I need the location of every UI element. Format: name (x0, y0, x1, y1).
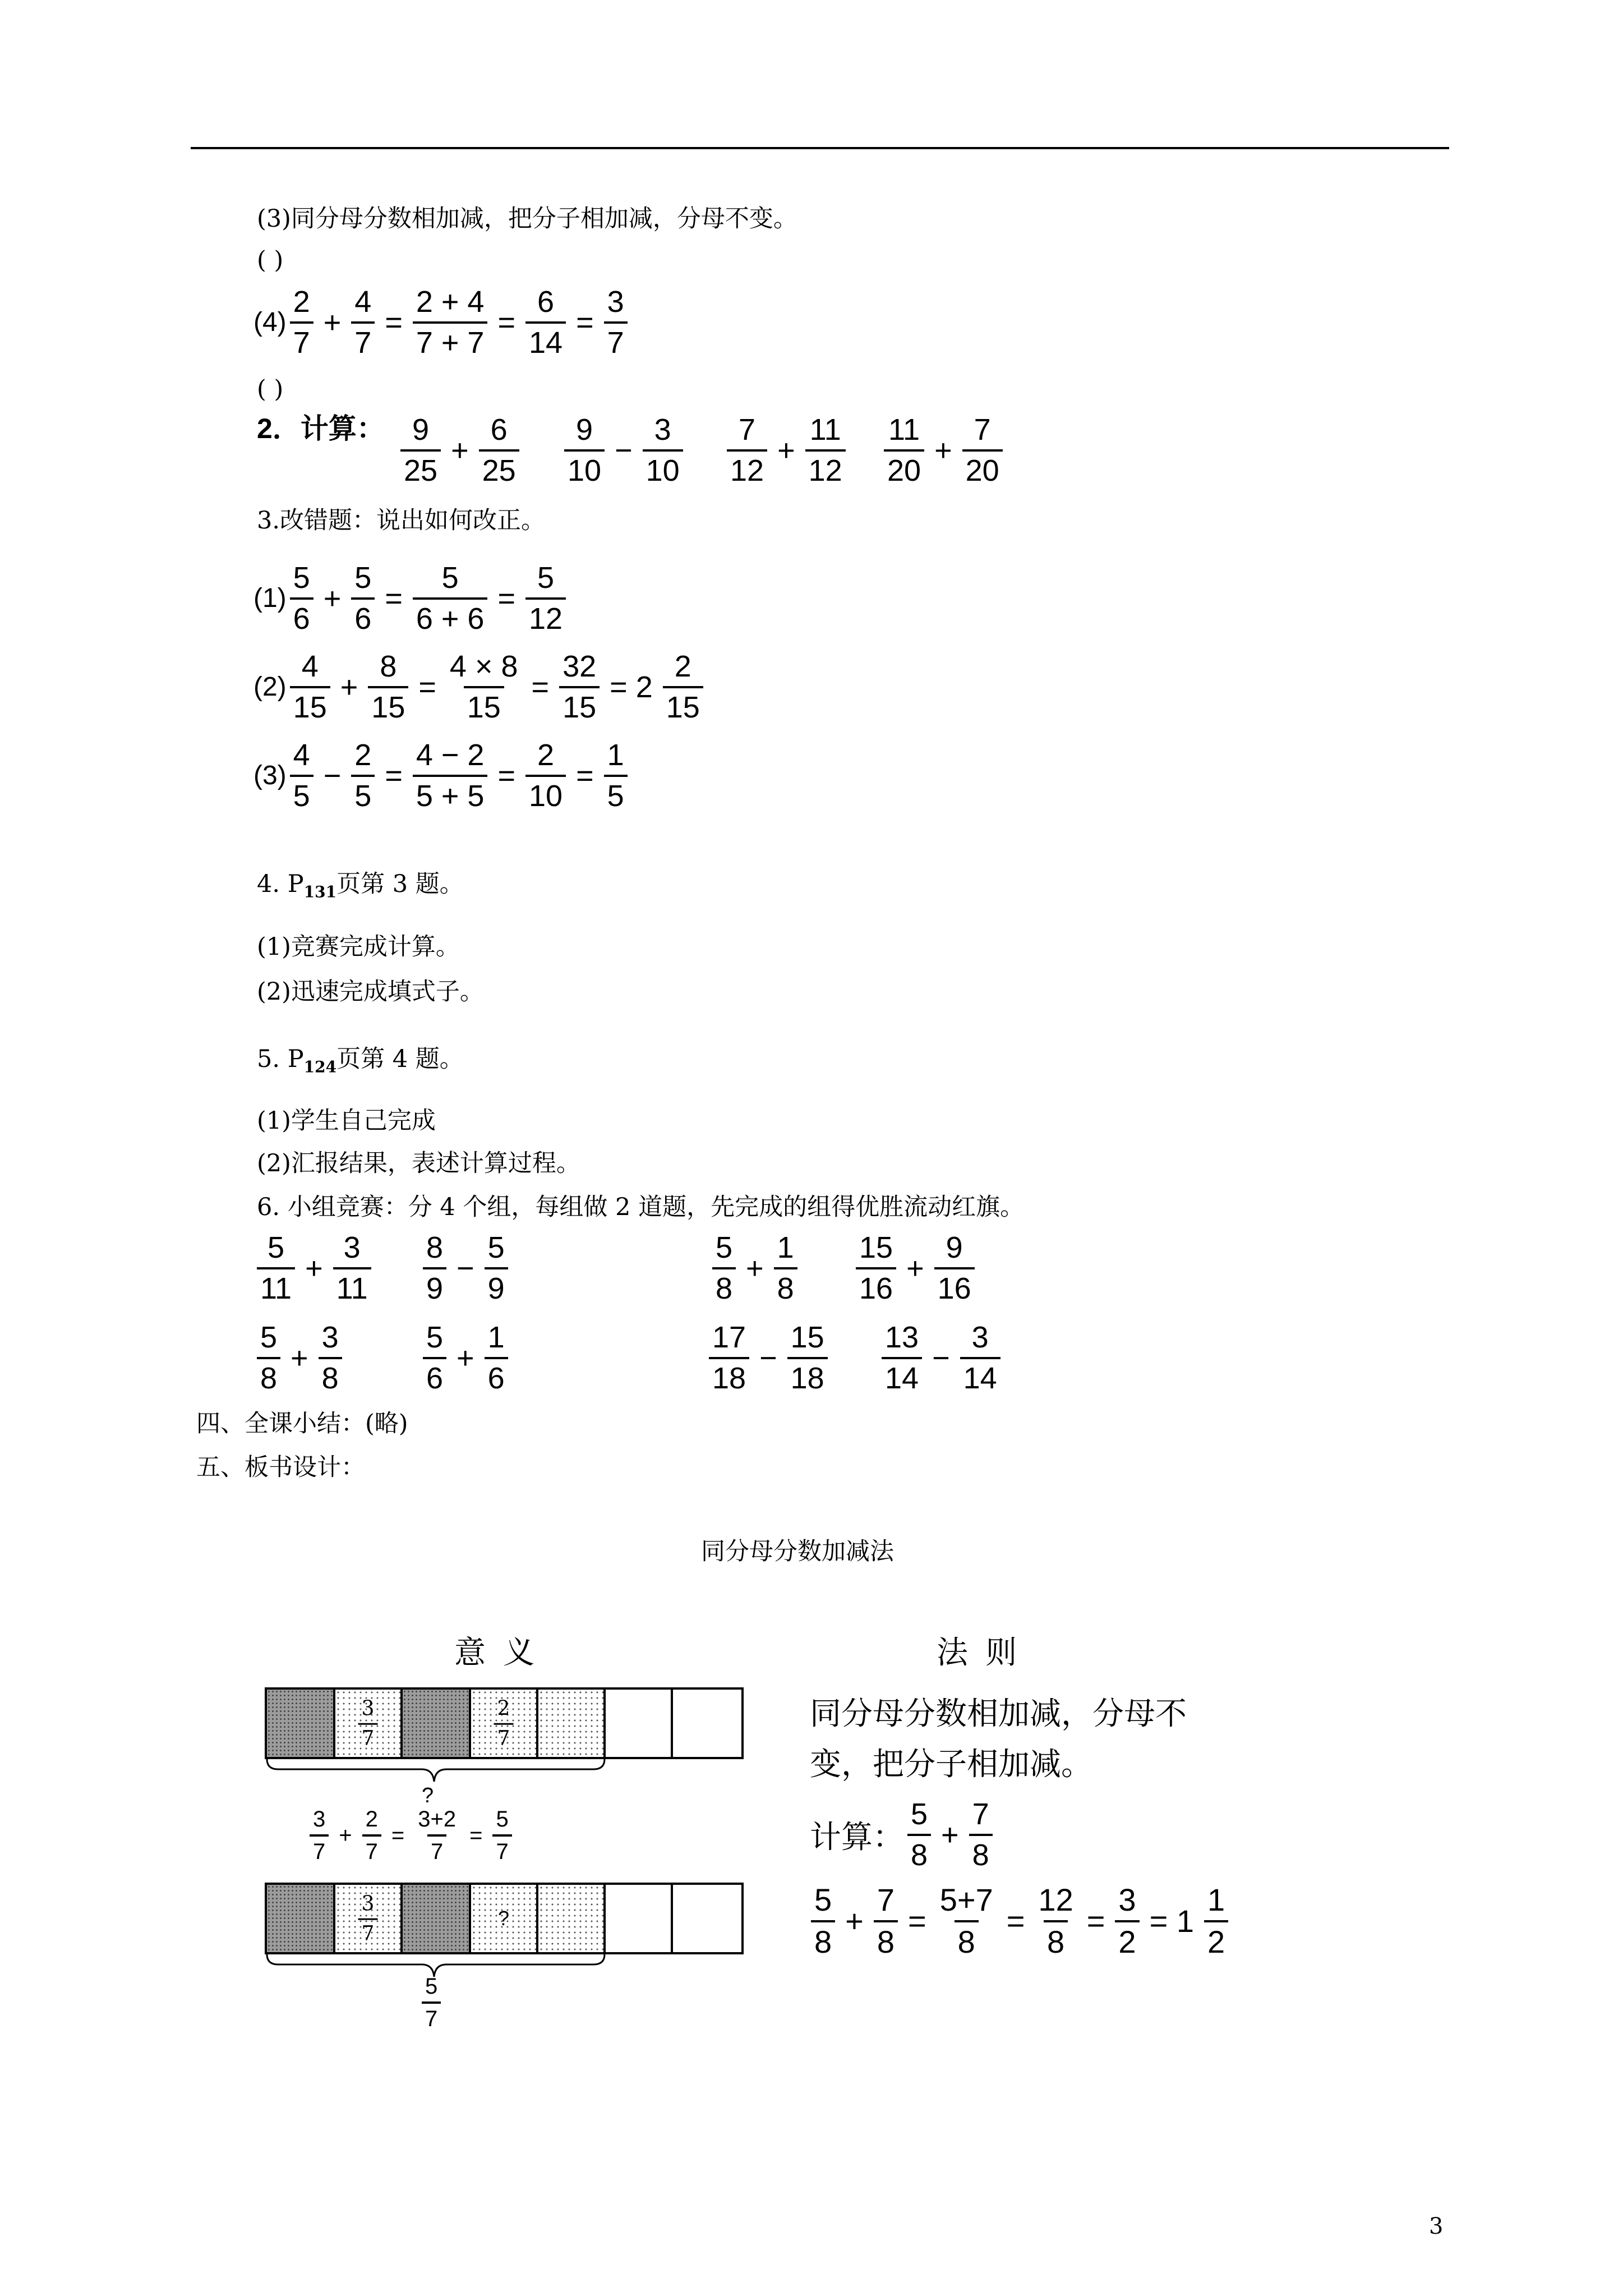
denominator: 6 (290, 597, 313, 635)
bar1-question-mark: ? (422, 1784, 434, 1807)
denominator: 6 + 6 (413, 597, 488, 635)
operator: = (576, 305, 594, 339)
q6-expr-8 (878, 1322, 1004, 1394)
fraction (712, 1232, 736, 1304)
operator: = (391, 1823, 405, 1848)
q6-expr-4 (852, 1232, 978, 1304)
q3-item-1-label: (1) (253, 583, 287, 613)
numerator: 15 (859, 1231, 893, 1264)
fraction (1115, 1884, 1139, 1959)
section-4-summary: 四、全课小结：(略) (196, 1410, 408, 1438)
denominator: 8 (874, 1920, 898, 1959)
denominator: 5 (604, 775, 628, 812)
q4-sub-2: (2)迅速完成填式子。 (257, 978, 484, 1006)
calc-expression (904, 1798, 996, 1871)
calc-solution (808, 1884, 1232, 1959)
denominator: 7 (310, 1834, 329, 1864)
operator: + (777, 433, 795, 467)
fraction (423, 1232, 446, 1304)
fraction (479, 414, 519, 486)
q5-prefix: 5. P (257, 1045, 304, 1073)
numerator: 2 (354, 738, 372, 772)
numerator: 2 (293, 285, 310, 319)
page-number: 3 (1429, 2214, 1444, 2239)
rule-heading: 法 则 (937, 1635, 1017, 1670)
operator: = 2 (610, 670, 653, 704)
operator: + (845, 1903, 864, 1939)
numerator: 3 (971, 1320, 989, 1354)
fraction (663, 651, 703, 723)
denominator: 7 (492, 1834, 511, 1864)
q2-expr-4 (880, 414, 1006, 486)
bar2-seg-6 (606, 1885, 673, 1952)
operator: + (340, 670, 358, 704)
q3-item-3-label: (3) (253, 760, 287, 790)
numerator: 7 (972, 1797, 989, 1831)
fraction (882, 1322, 922, 1394)
bar1-seg-3 (403, 1690, 471, 1757)
section-5-board-design: 五、板书设计： (196, 1453, 365, 1481)
calc-label: 计算： (810, 1819, 904, 1855)
denominator: 6 (351, 597, 375, 635)
numerator: 1 (1207, 1882, 1225, 1917)
answer-blank-a: ( ) (257, 246, 284, 274)
numerator: 6 (490, 413, 508, 447)
denominator: 9 (485, 1267, 508, 1305)
operator: = (469, 1823, 483, 1848)
operator: + (305, 1251, 323, 1285)
fraction (805, 414, 846, 486)
denominator: 16 (856, 1267, 896, 1305)
numerator: 5 (716, 1231, 733, 1264)
numerator: 2 (537, 738, 555, 772)
bar2-seg-7 (673, 1885, 737, 1952)
denominator: 7 (290, 321, 313, 359)
numerator: 1 (777, 1231, 794, 1264)
operator: − (932, 1341, 950, 1375)
fraction (604, 286, 628, 358)
operator: − (323, 758, 342, 793)
numerator: 5 (814, 1882, 832, 1917)
denominator: 18 (709, 1357, 749, 1395)
q3-item-2-expression (287, 651, 707, 723)
fraction (907, 1798, 931, 1871)
numerator: 4 − 2 (416, 738, 485, 772)
operator: + (323, 581, 342, 615)
denominator: 7 + 7 (413, 321, 488, 359)
q6-expr-3 (709, 1232, 801, 1304)
fraction (485, 1232, 508, 1304)
fraction (257, 1232, 295, 1304)
fraction (492, 1807, 511, 1864)
numerator: 8 (426, 1231, 444, 1264)
q6-expr-1 (253, 1232, 375, 1304)
denominator: 14 (960, 1357, 1000, 1395)
denominator: 8 (969, 1834, 993, 1871)
bar2-label-3-7: $\frac{3}{7}$ (355, 1893, 381, 1945)
q2-expr-2 (561, 414, 686, 486)
numerator: 17 (712, 1320, 746, 1354)
numerator: 7 (974, 413, 991, 447)
fraction (1035, 1884, 1076, 1959)
numerator: 5 (260, 1320, 278, 1354)
bar2-seg-4 (471, 1885, 538, 1952)
q5-page-subscript: 124 (303, 1057, 337, 1076)
q5-suffix: 页第 4 题。 (336, 1045, 464, 1073)
denominator: 8 (1044, 1920, 1068, 1959)
numerator: 4 (301, 650, 319, 683)
denominator: 8 (811, 1920, 835, 1959)
question-2-label: 2．计算： (257, 413, 385, 444)
numerator: 1 (487, 1320, 505, 1354)
operator: = (497, 305, 516, 339)
numerator: 9 (412, 413, 430, 447)
fraction (564, 414, 605, 486)
q2-expr-3 (723, 414, 849, 486)
numerator: 8 (380, 650, 397, 683)
denominator: 20 (884, 449, 924, 487)
denominator: 8 (712, 1267, 736, 1305)
operator: + (941, 1818, 959, 1852)
fraction (290, 739, 313, 812)
fraction (368, 651, 408, 723)
numerator: 5 (487, 1231, 505, 1264)
fraction (811, 1884, 835, 1959)
denominator: 8 (907, 1834, 931, 1871)
fraction (485, 1322, 508, 1394)
meaning-equation (306, 1807, 515, 1864)
operator: + (291, 1341, 308, 1375)
fraction (333, 1232, 371, 1304)
item-3: (3)同分母分数相加减，把分子相加减，分母不变。 (257, 205, 797, 233)
fraction (413, 739, 488, 812)
numerator: 3+2 (418, 1807, 457, 1832)
q6-expr-7 (706, 1322, 831, 1394)
board-title: 同分母分数加减法 (701, 1538, 894, 1566)
denominator: 7 (351, 321, 375, 359)
question-5 (257, 1043, 464, 1083)
rule-line-1: 同分母分数相加减，分母不 (810, 1696, 1187, 1731)
fraction (351, 562, 375, 634)
operator: = (576, 758, 594, 793)
denominator: 8 (955, 1920, 979, 1959)
denominator: 6 (485, 1357, 508, 1395)
numerator: 5 (293, 561, 310, 595)
bar2-seg-1 (267, 1885, 335, 1952)
fraction (413, 562, 488, 634)
rule-line-2: 变，把分子相加减。 (810, 1746, 1092, 1782)
denominator: 9 (423, 1267, 446, 1305)
operator: = (497, 758, 516, 793)
q4-page-subscript: 131 (303, 882, 337, 901)
operator: + (339, 1823, 352, 1848)
denominator: 18 (787, 1357, 828, 1395)
fraction (351, 739, 375, 812)
fraction (400, 414, 441, 486)
fraction (709, 1322, 749, 1394)
rule-text (810, 1688, 1187, 1789)
operator: − (615, 433, 633, 467)
fraction (290, 562, 313, 634)
numerator: 5 (426, 1320, 444, 1354)
q4-suffix: 页第 3 题。 (336, 870, 464, 898)
q5-sub-1: (1)学生自己完成 (257, 1107, 436, 1135)
numerator: 5 (441, 561, 459, 595)
denominator: 12 (805, 449, 846, 487)
operator: = (1006, 1903, 1025, 1939)
denominator: 14 (882, 1357, 922, 1395)
numerator: 2 (365, 1807, 378, 1832)
header-rule (191, 147, 1449, 149)
numerator: 9 (576, 413, 593, 447)
numerator: 2 (674, 650, 691, 683)
q6-expr-6 (419, 1322, 511, 1394)
bar2-result-fraction: $\frac{5}{7}$ (418, 1975, 444, 2031)
bar2-seg-5 (538, 1885, 606, 1952)
fraction (446, 651, 522, 723)
q3-item-1 (253, 562, 569, 634)
question-6-title: 6. 小组竞赛：分 4 个组，每组做 2 道题，先完成的组得优胜流动红旗。 (257, 1193, 1025, 1221)
denominator: 15 (290, 686, 330, 724)
fraction (525, 739, 566, 812)
numerator: 9 (946, 1231, 963, 1264)
bar1-seg-7 (673, 1690, 737, 1757)
item-4-equation (253, 286, 631, 358)
fraction (319, 1322, 342, 1394)
operator: = (385, 581, 403, 615)
numerator: 3 (654, 413, 671, 447)
numerator: 11 (888, 413, 920, 447)
operator: − (457, 1251, 474, 1285)
answer-blank-b: ( ) (257, 375, 284, 403)
denominator: 5 (351, 775, 375, 812)
fraction (884, 414, 924, 486)
denominator: 12 (525, 597, 566, 635)
numerator: 12 (1038, 1882, 1073, 1917)
fraction (525, 562, 566, 634)
numerator: 32 (562, 650, 597, 683)
fraction (934, 1232, 975, 1304)
denominator: 8 (319, 1357, 342, 1395)
fraction (937, 1884, 997, 1959)
denominator: 5 + 5 (413, 775, 488, 812)
denominator: 20 (962, 449, 1003, 487)
denominator: 10 (525, 775, 566, 812)
numerator: 6 (537, 285, 555, 319)
numerator: 7 (877, 1882, 895, 1917)
denominator: 25 (400, 449, 441, 487)
denominator: 11 (257, 1267, 295, 1305)
operator: = (908, 1903, 926, 1939)
denominator: 15 (559, 686, 600, 724)
numerator: 7 (739, 413, 756, 447)
fraction (774, 1232, 797, 1304)
q5-sub-2: (2)汇报结果，表述计算过程。 (257, 1149, 580, 1177)
numerator: 3 (1118, 1882, 1136, 1917)
bar1-seg-2 (335, 1690, 403, 1757)
fraction-bar-1 (265, 1687, 744, 1759)
bar1-seg-6 (606, 1690, 673, 1757)
meaning-heading: 意 义 (454, 1635, 535, 1670)
q3-item-1-expression (287, 562, 569, 634)
denominator: 8 (774, 1267, 797, 1305)
denominator: 11 (333, 1267, 371, 1305)
calc-example (810, 1798, 996, 1871)
denominator: 6 (423, 1357, 446, 1395)
fraction (856, 1232, 896, 1304)
fraction (1204, 1884, 1228, 1959)
fraction (559, 651, 600, 723)
fraction (290, 286, 313, 358)
numerator: 15 (790, 1320, 824, 1354)
denominator: 2 (1204, 1920, 1228, 1959)
denominator: 7 (604, 321, 628, 359)
q3-item-2 (253, 651, 707, 723)
fraction (969, 1798, 993, 1871)
bar2-seg-3 (403, 1885, 471, 1952)
q3-item-2-label: (2) (253, 671, 287, 702)
fraction (362, 1807, 381, 1864)
denominator: 10 (564, 449, 605, 487)
operator: = (497, 581, 516, 615)
numerator: 3 (343, 1231, 361, 1264)
fraction (351, 286, 375, 358)
fraction (423, 1322, 446, 1394)
fraction (310, 1807, 329, 1864)
numerator: 11 (809, 413, 841, 447)
bar2-question-mark: ? (497, 1907, 510, 1930)
fraction (787, 1322, 828, 1394)
operator: + (457, 1341, 474, 1375)
fraction (960, 1322, 1000, 1394)
fraction (290, 651, 330, 723)
numerator: 5 (537, 561, 555, 595)
numerator: 13 (885, 1320, 919, 1354)
numerator: 5 (911, 1797, 928, 1831)
q4-prefix: 4. P (257, 870, 304, 898)
operator: + (451, 433, 469, 467)
numerator: 1 (607, 738, 624, 772)
denominator: 8 (257, 1357, 280, 1395)
operator: = (385, 305, 403, 339)
numerator: 3 (607, 285, 624, 319)
operator: + (934, 433, 952, 467)
numerator: 4 (293, 738, 310, 772)
bar1-seg-4 (471, 1690, 538, 1757)
q2-expr-1 (397, 414, 523, 486)
operator: + (906, 1251, 924, 1285)
q4-sub-1: (1)竞赛完成计算。 (257, 933, 460, 961)
fraction (643, 414, 683, 486)
bar2-seg-2 (335, 1885, 403, 1952)
denominator: 25 (479, 449, 519, 487)
operator: = (385, 758, 403, 793)
operator: = (531, 670, 550, 704)
operator: − (759, 1341, 777, 1375)
bar1-label-3-7: $\frac{3}{7}$ (355, 1697, 381, 1750)
question-2 (257, 413, 385, 444)
denominator: 12 (727, 449, 767, 487)
numerator: 4 × 8 (449, 650, 518, 683)
bar1-brace (265, 1757, 607, 1791)
bar1-label-2-7: $\frac{2}{7}$ (491, 1697, 517, 1750)
fraction (413, 286, 488, 358)
denominator: 16 (934, 1267, 975, 1305)
operator: = (418, 670, 436, 704)
item-4-expression (287, 286, 631, 358)
numerator: 2 + 4 (416, 285, 485, 319)
fraction (727, 414, 767, 486)
fraction (604, 739, 628, 812)
denominator: 5 (290, 775, 313, 812)
question-4 (257, 868, 464, 908)
operator: = 1 (1149, 1903, 1194, 1939)
denominator: 15 (368, 686, 408, 724)
item-4-label: (4) (253, 307, 287, 337)
bar1-seg-5 (538, 1690, 606, 1757)
fraction (257, 1322, 280, 1394)
operator: + (323, 305, 342, 339)
fraction (414, 1807, 459, 1864)
denominator: 14 (525, 321, 566, 359)
numerator: 5+7 (939, 1882, 993, 1917)
denominator: 7 (362, 1834, 381, 1864)
denominator: 15 (663, 686, 703, 724)
fraction (525, 286, 566, 358)
operator: + (746, 1251, 764, 1285)
fraction (962, 414, 1003, 486)
q3-item-3 (253, 739, 631, 812)
operator: = (1086, 1903, 1105, 1939)
numerator: 5 (268, 1231, 285, 1264)
question-3-title: 3.改错题：说出如何改正。 (257, 507, 546, 535)
denominator: 10 (643, 449, 683, 487)
q6-expr-5 (253, 1322, 345, 1394)
fraction (874, 1884, 898, 1959)
bar1-seg-1 (267, 1690, 335, 1757)
numerator: 4 (354, 285, 372, 319)
numerator: 3 (313, 1807, 326, 1832)
q3-item-3-expression (287, 739, 631, 812)
numerator: 5 (496, 1807, 509, 1832)
q6-expr-2 (419, 1232, 511, 1304)
denominator: 2 (1115, 1920, 1139, 1959)
numerator: 5 (354, 561, 372, 595)
fraction-bar-2 (265, 1883, 744, 1954)
denominator: 7 (427, 1834, 446, 1864)
numerator: 3 (321, 1320, 339, 1354)
denominator: 15 (464, 686, 504, 724)
